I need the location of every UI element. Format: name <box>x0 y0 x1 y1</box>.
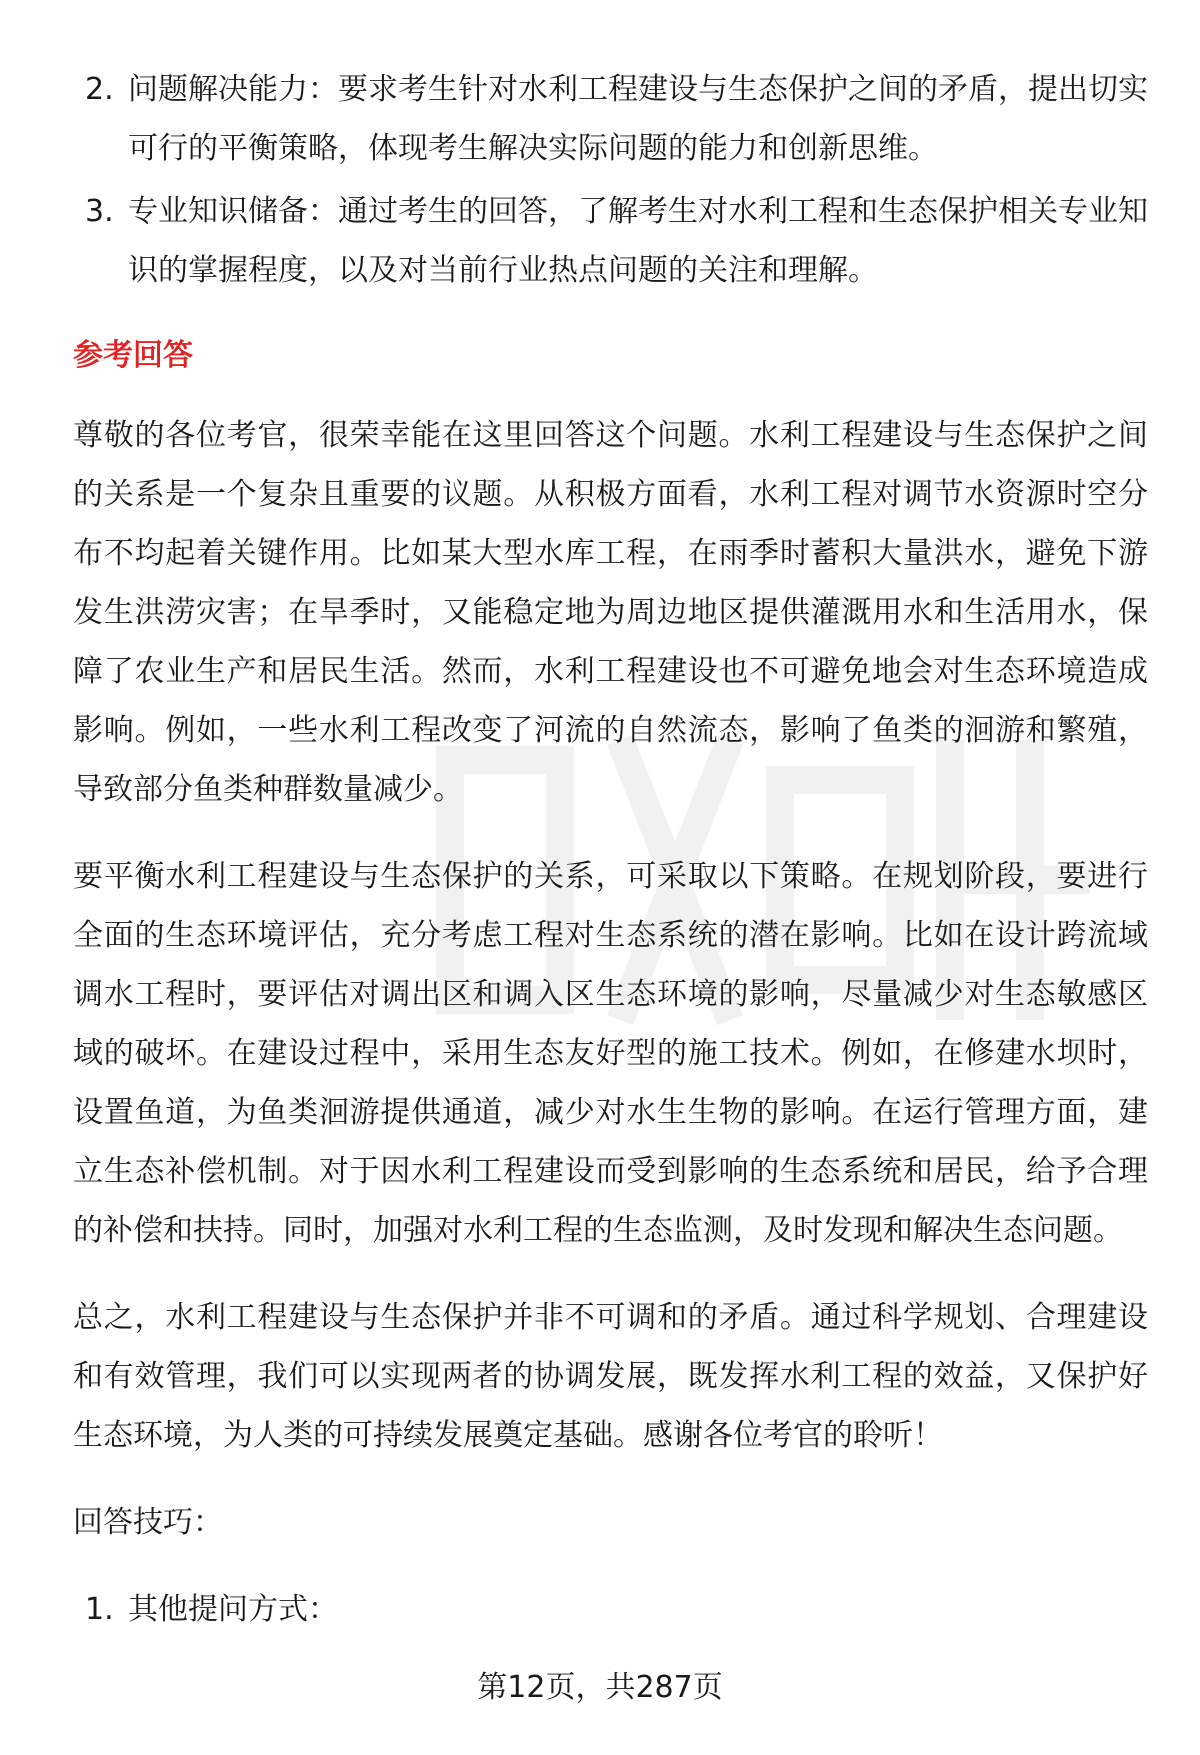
section-heading: 参考回答 <box>73 338 193 373</box>
answer-paragraph: 要平衡水利工程建设与生态保护的关系，可采取以下策略。在规划阶段，要进行全面的生态环境评估，充分考虑工程对生态系统的潜在影响。比如在设计跨流域调水工程时，要评估对调出区和调入区生态环境的影响，尽量减少对生态敏感区域的破坏。在建设过程中，采用生态友好型的施工技术。例如，在修建水坝时，设置鱼道，为鱼类洄游提供通道，减少对水生生物的影响。在运行管理方面，建立生态补偿机制。对于因水利工程建设而受到影响的生态系统和居民，给予合理的补偿和扶持。同时，加强对水利工程的生态监测，及时发现和解决生态问题。 <box>73 859 1148 1248</box>
list-item <box>73 182 1148 300</box>
criteria-list <box>73 60 1148 300</box>
tips-label: 回答技巧： <box>73 1505 223 1540</box>
list-item-text: 其他提问方式： <box>128 1592 338 1627</box>
list-item-text: 专业知识储备：通过考生的回答，了解考生对水利工程和生态保护相关专业知识的掌握程度，以及对当前行业热点问题的关注和理解。 <box>128 194 1148 288</box>
answer-paragraph: 尊敬的各位考官，很荣幸能在这里回答这个问题。水利工程建设与生态保护之间的关系是一个复杂且重要的议题。从积极方面看，水利工程对调节水资源时空分布不均起着关键作用。比如某大型水库工程，在雨季时蓄积大量洪水，避免下游发生洪涝灾害；在旱季时，又能稳定地为周边地区提供灌溉用水和生活用水，保障了农业生产和居民生活。然而，水利工程建设也不可避免地会对生态环境造成影响。例如，一些水利工程改变了河流的自然流态，影响了鱼类的洄游和繁殖，导致部分鱼类种群数量减少。 <box>73 418 1148 807</box>
list-item <box>73 60 1148 178</box>
document-content <box>73 60 1148 1643</box>
answer-paragraph: 总之，水利工程建设与生态保护并非不可调和的矛盾。通过科学规划、合理建设和有效管理，我们可以实现两者的协调发展，既发挥水利工程的效益，又保护好生态环境，为人类的可持续发展奠定基础。感谢各位考官的聆听！ <box>73 1300 1148 1453</box>
tips-list <box>73 1580 1148 1639</box>
page-number-footer: 第12页，共287页 <box>477 1670 723 1705</box>
list-item-number: 1. <box>85 1592 114 1627</box>
list-item-text: 问题解决能力：要求考生针对水利工程建设与生态保护之间的矛盾，提出切实可行的平衡策略，体现考生解决实际问题的能力和创新思维。 <box>128 72 1148 166</box>
list-item <box>73 1580 1148 1639</box>
list-item-number: 2. <box>85 72 114 107</box>
list-item-number: 3. <box>85 194 114 229</box>
